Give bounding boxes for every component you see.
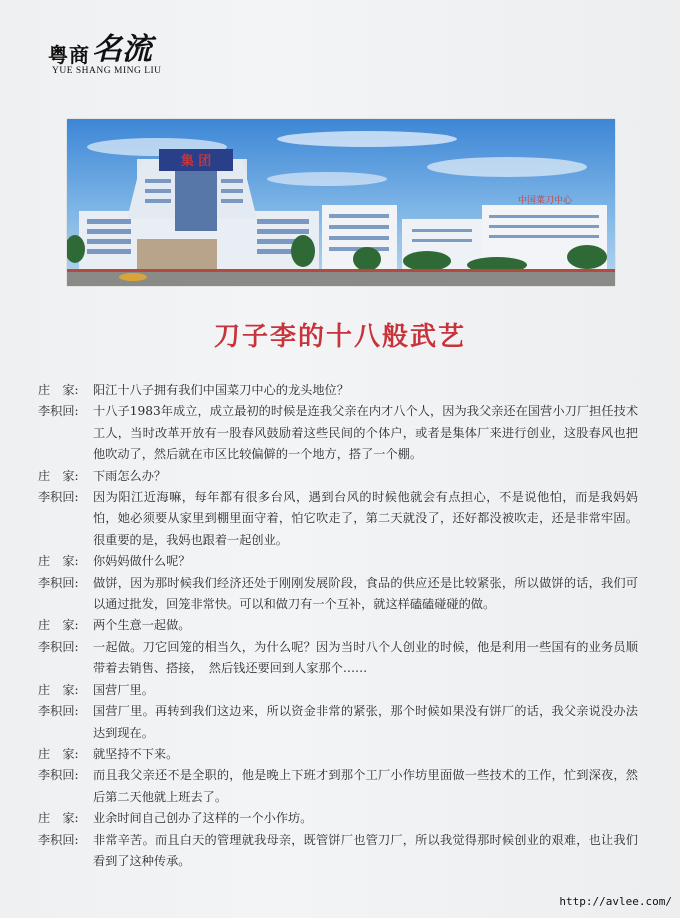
speaker-label: 李积回:	[38, 768, 79, 783]
dialogue-line	[38, 830, 638, 873]
speech-text: 国营厂里。	[93, 682, 154, 697]
source-url: http://avlee.com/	[559, 895, 672, 908]
speech-text: 因为阳江近海嘛，每年都有很多台风，遇到台风的时候他就会有点担心，不是说他怕，而是我妈妈怕，她必须要从家里到棚里面守着，怕它吹走了，第二天就没了，还好都没被吹走，还是非常牢固。很重要的是，我妈也跟着一起创业。	[93, 490, 638, 547]
speech-text: 一起做。刀它回笼的相当久，为什么呢？因为当时八个人创业的时候，他是利用一些国有的业务员顺带着去销售、搭接， 然后钱还要回到人家那个……	[93, 639, 638, 676]
speech-text: 下雨怎么办？	[93, 468, 167, 483]
speaker-label: 李积回:	[38, 639, 79, 654]
speaker-label: 庄 家:	[38, 746, 79, 761]
dialogue-line	[38, 637, 638, 680]
dialogue-line	[38, 487, 638, 551]
speech-text: 你妈妈做什么呢？	[93, 554, 191, 569]
building-sign: 集 团	[180, 154, 212, 169]
dialogue-line	[38, 380, 638, 401]
dialogue-line	[38, 765, 638, 808]
speaker-label: 庄 家:	[38, 554, 79, 569]
speech-text: 而且我父亲还不是全职的，他是晚上下班才到那个工厂小作坊里面做一些技术的工作，忙到深夜，然后第二天他就上班去了。	[93, 768, 638, 804]
dialogue-line	[38, 401, 638, 465]
speech-text: 非常辛苦。而且白天的管理就我母亲，既管饼厂也管刀厂，所以我觉得那时候创业的艰难，也让我们看到了这种传承。	[93, 832, 638, 868]
speech-text: 十八子1983年成立，成立最初的时候是连我父亲在内才八个人，因为我父亲还在国营小刀厂担任技术工人，当时改革开放有一股春风鼓励着这些民间的个体户，或者是集体厂来进行创业，这股春风也把他吹动了，然后就在市区比较偏僻的一个地方，搭了一个棚。	[93, 404, 638, 462]
center-sign: 中国菜刀中心	[517, 196, 573, 206]
magazine-logo	[48, 24, 162, 76]
speaker-label: 庄 家:	[38, 811, 79, 826]
speaker-label: 庄 家:	[38, 383, 79, 397]
dialogue-line	[38, 744, 638, 765]
article-title: 刀子李的十八般武艺	[213, 322, 466, 352]
speaker-label: 李积回:	[38, 490, 79, 505]
speaker-label: 李积回:	[38, 832, 79, 847]
speech-text: 国营厂里。再转到我们这边来，所以资金非常的紧张，那个时候如果没有饼厂的话，我父亲说没办法达到现在。	[93, 704, 638, 740]
dialogue-line	[38, 466, 638, 487]
dialogue-line	[38, 701, 638, 744]
speech-text: 两个生意一起做。	[93, 618, 191, 633]
dialogue-line	[38, 615, 638, 636]
speech-text: 阳江十八子拥有我们中国菜刀中心的龙头地位？	[93, 383, 349, 397]
speaker-label: 李积回:	[38, 704, 79, 719]
dialogue-line	[38, 680, 638, 701]
dialogue-line	[38, 808, 638, 829]
speaker-label: 李积回:	[38, 575, 79, 590]
logo-chinese: 粤商	[48, 43, 90, 67]
dialogue-line	[38, 551, 638, 572]
logo-script: 名流	[92, 32, 152, 67]
speech-text: 业余时间自己创办了这样的一个小作坊。	[93, 811, 313, 826]
speaker-label: 李积回:	[38, 404, 79, 419]
headquarters-photo	[67, 119, 615, 286]
interview-dialogue	[38, 380, 638, 872]
speech-text: 就坚持不下来。	[93, 746, 179, 761]
speech-text: 做饼，因为那时候我们经济还处于刚刚发展阶段，食品的供应还是比较紧张，所以做饼的话，我们可以通过批发，回笼非常快。可以和做刀有一个互补，就这样磕磕碰碰的做。	[93, 575, 638, 612]
speaker-label: 庄 家:	[38, 682, 79, 697]
speaker-label: 庄 家:	[38, 618, 79, 633]
speaker-label: 庄 家:	[38, 468, 79, 483]
dialogue-line	[38, 573, 638, 616]
logo-english: YUE SHANG MING LIU	[52, 66, 162, 76]
